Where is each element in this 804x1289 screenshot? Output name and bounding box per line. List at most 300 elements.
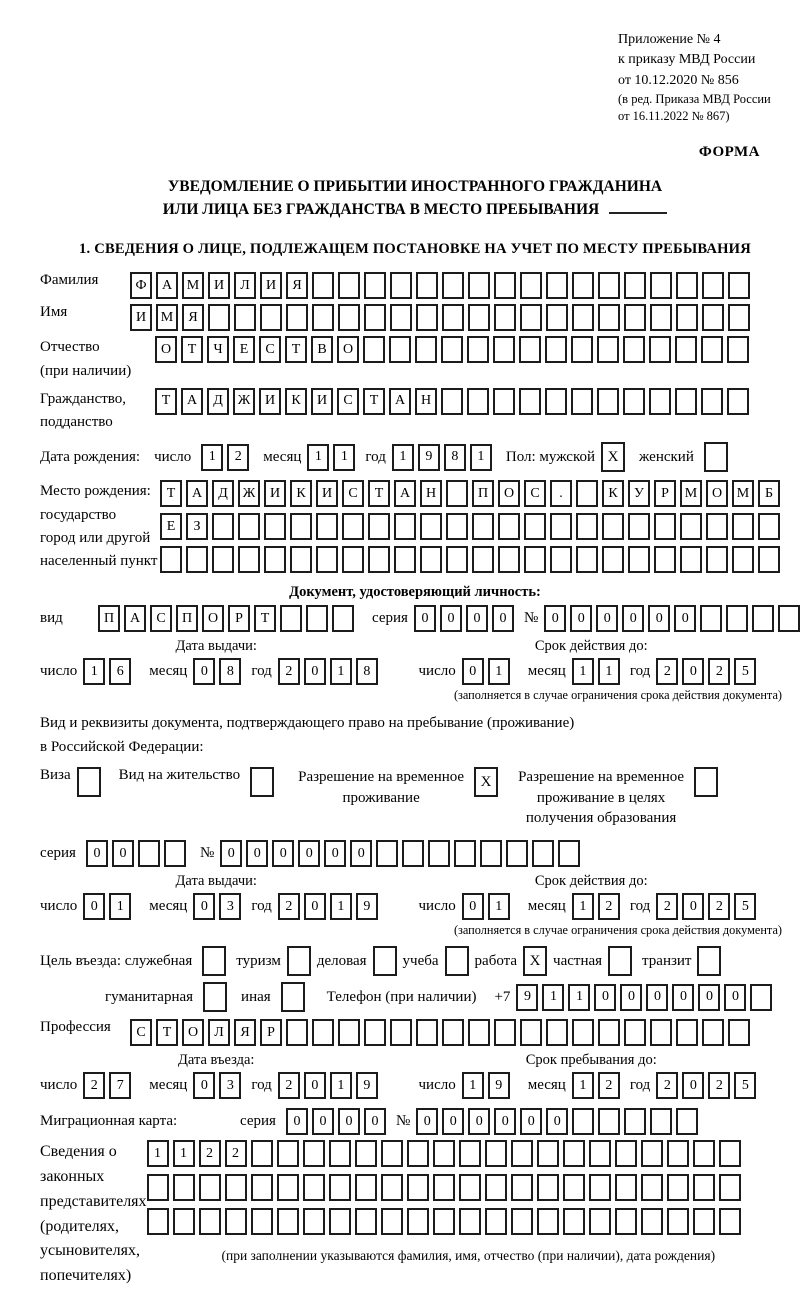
char-cell[interactable]: С <box>337 388 359 415</box>
char-cell[interactable] <box>494 272 516 299</box>
char-cell[interactable]: И <box>208 272 230 299</box>
char-cell[interactable] <box>641 1140 663 1167</box>
char-cell[interactable]: 8 <box>356 658 378 685</box>
char-cell[interactable]: Б <box>758 480 780 507</box>
char-cell[interactable]: А <box>181 388 203 415</box>
char-cell[interactable] <box>212 546 234 573</box>
char-cell[interactable] <box>433 1140 455 1167</box>
char-cell[interactable] <box>498 513 520 540</box>
char-cell[interactable] <box>546 304 568 331</box>
char-cell[interactable]: 0 <box>648 605 670 632</box>
char-cell[interactable] <box>493 336 515 363</box>
char-cell[interactable]: 2 <box>225 1140 247 1167</box>
char-cell[interactable] <box>615 1208 637 1235</box>
char-cell[interactable]: 1 <box>330 658 352 685</box>
char-cell[interactable] <box>550 513 572 540</box>
char-cell[interactable]: Я <box>234 1019 256 1046</box>
char-cell[interactable] <box>680 513 702 540</box>
char-cell[interactable]: К <box>290 480 312 507</box>
char-cell[interactable] <box>329 1208 351 1235</box>
char-cell[interactable] <box>338 272 360 299</box>
char-cell[interactable]: 0 <box>112 840 134 867</box>
char-cell[interactable] <box>572 272 594 299</box>
char-cell[interactable]: Т <box>181 336 203 363</box>
char-cell[interactable] <box>416 1019 438 1046</box>
lastname-field[interactable] <box>130 272 754 299</box>
purpose-official-checkbox[interactable] <box>202 946 226 976</box>
birth-day-field[interactable] <box>201 444 253 471</box>
char-cell[interactable]: Ч <box>207 336 229 363</box>
char-cell[interactable]: 0 <box>544 605 566 632</box>
char-cell[interactable] <box>571 336 593 363</box>
char-cell[interactable]: 1 <box>462 1072 484 1099</box>
char-cell[interactable] <box>138 840 160 867</box>
char-cell[interactable] <box>700 605 722 632</box>
char-cell[interactable]: Ж <box>233 388 255 415</box>
id-issue-month-field[interactable] <box>193 658 245 685</box>
char-cell[interactable] <box>628 546 650 573</box>
char-cell[interactable] <box>338 304 360 331</box>
char-cell[interactable] <box>615 1174 637 1201</box>
stay-month-field[interactable] <box>572 1072 624 1099</box>
char-cell[interactable]: Н <box>415 388 437 415</box>
char-cell[interactable]: 0 <box>414 605 436 632</box>
char-cell[interactable]: 0 <box>520 1108 542 1135</box>
char-cell[interactable]: И <box>311 388 333 415</box>
char-cell[interactable]: 2 <box>278 658 300 685</box>
permit-valid-year-field[interactable] <box>656 893 760 920</box>
char-cell[interactable]: К <box>285 388 307 415</box>
char-cell[interactable]: 1 <box>568 984 590 1011</box>
char-cell[interactable] <box>238 513 260 540</box>
char-cell[interactable]: 0 <box>546 1108 568 1135</box>
char-cell[interactable]: 1 <box>572 658 594 685</box>
char-cell[interactable]: А <box>186 480 208 507</box>
char-cell[interactable]: 6 <box>109 658 131 685</box>
char-cell[interactable] <box>524 546 546 573</box>
char-cell[interactable] <box>485 1140 507 1167</box>
char-cell[interactable]: А <box>394 480 416 507</box>
char-cell[interactable] <box>420 513 442 540</box>
permit-issue-day-field[interactable] <box>83 893 135 920</box>
char-cell[interactable]: С <box>150 605 172 632</box>
char-cell[interactable] <box>173 1174 195 1201</box>
char-cell[interactable]: Т <box>363 388 385 415</box>
char-cell[interactable]: Т <box>156 1019 178 1046</box>
char-cell[interactable] <box>623 336 645 363</box>
char-cell[interactable]: М <box>182 272 204 299</box>
firstname-field[interactable] <box>130 304 754 331</box>
char-cell[interactable]: 0 <box>324 840 346 867</box>
char-cell[interactable] <box>752 605 774 632</box>
char-cell[interactable] <box>598 1019 620 1046</box>
birth-month-field[interactable] <box>307 444 359 471</box>
char-cell[interactable]: 1 <box>330 893 352 920</box>
char-cell[interactable] <box>459 1208 481 1235</box>
char-cell[interactable] <box>589 1208 611 1235</box>
char-cell[interactable] <box>446 480 468 507</box>
char-cell[interactable] <box>286 304 308 331</box>
char-cell[interactable] <box>598 1108 620 1135</box>
char-cell[interactable] <box>558 840 580 867</box>
char-cell[interactable]: С <box>524 480 546 507</box>
char-cell[interactable]: К <box>602 480 624 507</box>
char-cell[interactable]: 1 <box>83 658 105 685</box>
char-cell[interactable] <box>537 1140 559 1167</box>
char-cell[interactable] <box>290 546 312 573</box>
char-cell[interactable] <box>680 546 702 573</box>
char-cell[interactable] <box>676 272 698 299</box>
char-cell[interactable] <box>597 388 619 415</box>
char-cell[interactable]: 0 <box>220 840 242 867</box>
char-cell[interactable]: 2 <box>227 444 249 471</box>
char-cell[interactable] <box>494 1019 516 1046</box>
char-cell[interactable] <box>390 272 412 299</box>
char-cell[interactable] <box>654 513 676 540</box>
char-cell[interactable] <box>277 1174 299 1201</box>
char-cell[interactable] <box>654 546 676 573</box>
char-cell[interactable] <box>147 1208 169 1235</box>
char-cell[interactable]: 7 <box>109 1072 131 1099</box>
char-cell[interactable] <box>441 388 463 415</box>
birthplace-row2-field[interactable] <box>160 513 784 540</box>
char-cell[interactable] <box>506 840 528 867</box>
permit-series-field[interactable] <box>86 840 190 867</box>
char-cell[interactable] <box>342 513 364 540</box>
char-cell[interactable] <box>701 336 723 363</box>
char-cell[interactable]: 1 <box>109 893 131 920</box>
char-cell[interactable]: И <box>260 272 282 299</box>
char-cell[interactable] <box>329 1174 351 1201</box>
permit-issue-month-field[interactable] <box>193 893 245 920</box>
char-cell[interactable] <box>623 388 645 415</box>
temp-residence-edu-checkbox[interactable] <box>694 767 718 797</box>
char-cell[interactable] <box>225 1208 247 1235</box>
char-cell[interactable]: О <box>155 336 177 363</box>
char-cell[interactable]: 0 <box>468 1108 490 1135</box>
char-cell[interactable] <box>498 546 520 573</box>
doc-type-field[interactable] <box>98 605 358 632</box>
char-cell[interactable] <box>416 272 438 299</box>
char-cell[interactable] <box>277 1208 299 1235</box>
char-cell[interactable] <box>532 840 554 867</box>
char-cell[interactable] <box>602 513 624 540</box>
purpose-humanitarian-checkbox[interactable] <box>203 982 227 1012</box>
char-cell[interactable] <box>316 513 338 540</box>
char-cell[interactable]: 0 <box>646 984 668 1011</box>
char-cell[interactable] <box>545 388 567 415</box>
char-cell[interactable]: 0 <box>193 1072 215 1099</box>
char-cell[interactable] <box>407 1174 429 1201</box>
char-cell[interactable] <box>420 546 442 573</box>
char-cell[interactable] <box>727 388 749 415</box>
char-cell[interactable] <box>493 388 515 415</box>
char-cell[interactable] <box>758 546 780 573</box>
purpose-other-checkbox[interactable] <box>281 982 305 1012</box>
char-cell[interactable]: 0 <box>304 658 326 685</box>
char-cell[interactable] <box>407 1140 429 1167</box>
char-cell[interactable]: С <box>342 480 364 507</box>
entry-month-field[interactable] <box>193 1072 245 1099</box>
char-cell[interactable] <box>546 1019 568 1046</box>
char-cell[interactable]: Т <box>254 605 276 632</box>
char-cell[interactable]: 5 <box>734 1072 756 1099</box>
char-cell[interactable]: 1 <box>488 658 510 685</box>
char-cell[interactable]: 0 <box>622 605 644 632</box>
profession-field[interactable] <box>130 1019 754 1046</box>
char-cell[interactable] <box>480 840 502 867</box>
char-cell[interactable] <box>234 304 256 331</box>
purpose-tourism-checkbox[interactable] <box>287 946 311 976</box>
entry-year-field[interactable] <box>278 1072 382 1099</box>
char-cell[interactable] <box>376 840 398 867</box>
char-cell[interactable]: 0 <box>698 984 720 1011</box>
char-cell[interactable] <box>624 1108 646 1135</box>
char-cell[interactable] <box>286 1019 308 1046</box>
char-cell[interactable] <box>524 513 546 540</box>
char-cell[interactable]: М <box>732 480 754 507</box>
char-cell[interactable]: П <box>472 480 494 507</box>
char-cell[interactable] <box>576 513 598 540</box>
char-cell[interactable] <box>624 304 646 331</box>
char-cell[interactable]: 2 <box>708 1072 730 1099</box>
char-cell[interactable] <box>355 1174 377 1201</box>
char-cell[interactable]: В <box>311 336 333 363</box>
char-cell[interactable] <box>706 546 728 573</box>
char-cell[interactable]: 0 <box>682 1072 704 1099</box>
birthplace-row3-field[interactable] <box>160 546 784 573</box>
char-cell[interactable] <box>428 840 450 867</box>
char-cell[interactable] <box>693 1208 715 1235</box>
char-cell[interactable] <box>390 304 412 331</box>
char-cell[interactable] <box>778 605 800 632</box>
char-cell[interactable]: Е <box>160 513 182 540</box>
id-valid-day-field[interactable] <box>462 658 514 685</box>
purpose-business-checkbox[interactable] <box>373 946 397 976</box>
char-cell[interactable]: 5 <box>734 893 756 920</box>
char-cell[interactable] <box>598 304 620 331</box>
char-cell[interactable]: 0 <box>620 984 642 1011</box>
char-cell[interactable]: 2 <box>278 893 300 920</box>
char-cell[interactable]: Т <box>368 480 390 507</box>
char-cell[interactable] <box>546 272 568 299</box>
char-cell[interactable] <box>719 1174 741 1201</box>
char-cell[interactable] <box>511 1140 533 1167</box>
char-cell[interactable]: 2 <box>656 893 678 920</box>
char-cell[interactable] <box>407 1208 429 1235</box>
char-cell[interactable] <box>355 1140 377 1167</box>
char-cell[interactable]: А <box>124 605 146 632</box>
char-cell[interactable]: Я <box>286 272 308 299</box>
char-cell[interactable] <box>719 1140 741 1167</box>
char-cell[interactable]: 1 <box>147 1140 169 1167</box>
char-cell[interactable]: М <box>156 304 178 331</box>
char-cell[interactable]: П <box>98 605 120 632</box>
char-cell[interactable] <box>290 513 312 540</box>
char-cell[interactable]: Р <box>654 480 676 507</box>
char-cell[interactable] <box>589 1174 611 1201</box>
char-cell[interactable]: 2 <box>199 1140 221 1167</box>
char-cell[interactable]: 1 <box>333 444 355 471</box>
char-cell[interactable]: Т <box>285 336 307 363</box>
char-cell[interactable] <box>468 272 490 299</box>
char-cell[interactable] <box>472 546 494 573</box>
char-cell[interactable] <box>519 388 541 415</box>
char-cell[interactable]: И <box>130 304 152 331</box>
id-number-field[interactable] <box>544 605 804 632</box>
char-cell[interactable]: 1 <box>572 893 594 920</box>
char-cell[interactable] <box>667 1208 689 1235</box>
char-cell[interactable] <box>676 304 698 331</box>
char-cell[interactable] <box>446 513 468 540</box>
char-cell[interactable]: О <box>202 605 224 632</box>
char-cell[interactable] <box>485 1208 507 1235</box>
char-cell[interactable] <box>726 605 748 632</box>
char-cell[interactable] <box>758 513 780 540</box>
char-cell[interactable]: 2 <box>598 893 620 920</box>
char-cell[interactable]: 2 <box>708 658 730 685</box>
char-cell[interactable] <box>750 984 772 1011</box>
char-cell[interactable]: 0 <box>494 1108 516 1135</box>
char-cell[interactable] <box>545 336 567 363</box>
char-cell[interactable]: 2 <box>656 658 678 685</box>
char-cell[interactable]: 5 <box>734 658 756 685</box>
char-cell[interactable] <box>650 304 672 331</box>
char-cell[interactable] <box>702 272 724 299</box>
char-cell[interactable] <box>312 1019 334 1046</box>
char-cell[interactable] <box>467 336 489 363</box>
char-cell[interactable]: Я <box>182 304 204 331</box>
char-cell[interactable] <box>459 1140 481 1167</box>
char-cell[interactable] <box>251 1208 273 1235</box>
char-cell[interactable] <box>728 1019 750 1046</box>
char-cell[interactable]: 0 <box>466 605 488 632</box>
char-cell[interactable] <box>332 605 354 632</box>
char-cell[interactable]: 0 <box>674 605 696 632</box>
char-cell[interactable] <box>641 1208 663 1235</box>
char-cell[interactable]: С <box>130 1019 152 1046</box>
char-cell[interactable]: 1 <box>488 893 510 920</box>
char-cell[interactable] <box>459 1174 481 1201</box>
char-cell[interactable] <box>628 513 650 540</box>
char-cell[interactable]: 1 <box>598 658 620 685</box>
char-cell[interactable]: 0 <box>272 840 294 867</box>
char-cell[interactable] <box>563 1140 585 1167</box>
char-cell[interactable] <box>650 1108 672 1135</box>
char-cell[interactable] <box>415 336 437 363</box>
stay-year-field[interactable] <box>656 1072 760 1099</box>
char-cell[interactable] <box>706 513 728 540</box>
char-cell[interactable] <box>615 1140 637 1167</box>
permit-valid-month-field[interactable] <box>572 893 624 920</box>
char-cell[interactable]: О <box>498 480 520 507</box>
char-cell[interactable] <box>719 1208 741 1235</box>
char-cell[interactable] <box>306 605 328 632</box>
char-cell[interactable]: С <box>259 336 281 363</box>
char-cell[interactable] <box>728 304 750 331</box>
char-cell[interactable]: 2 <box>83 1072 105 1099</box>
char-cell[interactable] <box>364 1019 386 1046</box>
char-cell[interactable] <box>312 272 334 299</box>
id-series-field[interactable] <box>414 605 518 632</box>
phone-field[interactable] <box>516 984 776 1011</box>
char-cell[interactable] <box>264 513 286 540</box>
char-cell[interactable] <box>701 388 723 415</box>
char-cell[interactable]: П <box>176 605 198 632</box>
char-cell[interactable]: 0 <box>596 605 618 632</box>
char-cell[interactable] <box>454 840 476 867</box>
id-issue-year-field[interactable] <box>278 658 382 685</box>
char-cell[interactable] <box>624 272 646 299</box>
char-cell[interactable]: Ж <box>238 480 260 507</box>
char-cell[interactable] <box>572 1019 594 1046</box>
char-cell[interactable] <box>303 1174 325 1201</box>
char-cell[interactable] <box>312 304 334 331</box>
char-cell[interactable]: 1 <box>173 1140 195 1167</box>
char-cell[interactable] <box>732 546 754 573</box>
migration-series-field[interactable] <box>286 1108 390 1135</box>
char-cell[interactable]: 0 <box>682 893 704 920</box>
char-cell[interactable] <box>329 1140 351 1167</box>
char-cell[interactable] <box>602 546 624 573</box>
char-cell[interactable]: 0 <box>304 1072 326 1099</box>
char-cell[interactable]: 9 <box>516 984 538 1011</box>
char-cell[interactable]: 9 <box>356 1072 378 1099</box>
char-cell[interactable] <box>667 1140 689 1167</box>
char-cell[interactable] <box>572 304 594 331</box>
char-cell[interactable]: И <box>264 480 286 507</box>
char-cell[interactable]: 0 <box>193 658 215 685</box>
char-cell[interactable]: Д <box>207 388 229 415</box>
char-cell[interactable]: У <box>628 480 650 507</box>
char-cell[interactable] <box>433 1174 455 1201</box>
char-cell[interactable] <box>537 1174 559 1201</box>
char-cell[interactable]: З <box>186 513 208 540</box>
char-cell[interactable]: 0 <box>86 840 108 867</box>
char-cell[interactable] <box>208 304 230 331</box>
char-cell[interactable] <box>433 1208 455 1235</box>
char-cell[interactable] <box>186 546 208 573</box>
id-issue-day-field[interactable] <box>83 658 135 685</box>
char-cell[interactable] <box>675 388 697 415</box>
char-cell[interactable] <box>537 1208 559 1235</box>
id-valid-year-field[interactable] <box>656 658 760 685</box>
stay-day-field[interactable] <box>462 1072 514 1099</box>
char-cell[interactable]: 0 <box>462 893 484 920</box>
char-cell[interactable]: 0 <box>570 605 592 632</box>
char-cell[interactable] <box>442 1019 464 1046</box>
char-cell[interactable] <box>571 388 593 415</box>
char-cell[interactable] <box>624 1019 646 1046</box>
char-cell[interactable]: Д <box>212 480 234 507</box>
char-cell[interactable] <box>251 1174 273 1201</box>
char-cell[interactable] <box>238 546 260 573</box>
char-cell[interactable] <box>389 336 411 363</box>
char-cell[interactable]: 2 <box>598 1072 620 1099</box>
char-cell[interactable] <box>442 272 464 299</box>
legal-reps-row3-field[interactable] <box>147 1208 745 1235</box>
birthplace-row1-field[interactable] <box>160 480 784 507</box>
purpose-transit-checkbox[interactable] <box>697 946 721 976</box>
purpose-private-checkbox[interactable] <box>608 946 632 976</box>
char-cell[interactable] <box>416 304 438 331</box>
char-cell[interactable] <box>394 513 416 540</box>
char-cell[interactable]: Р <box>260 1019 282 1046</box>
char-cell[interactable]: 0 <box>492 605 514 632</box>
char-cell[interactable] <box>402 840 424 867</box>
char-cell[interactable]: 0 <box>724 984 746 1011</box>
permit-valid-day-field[interactable] <box>462 893 514 920</box>
